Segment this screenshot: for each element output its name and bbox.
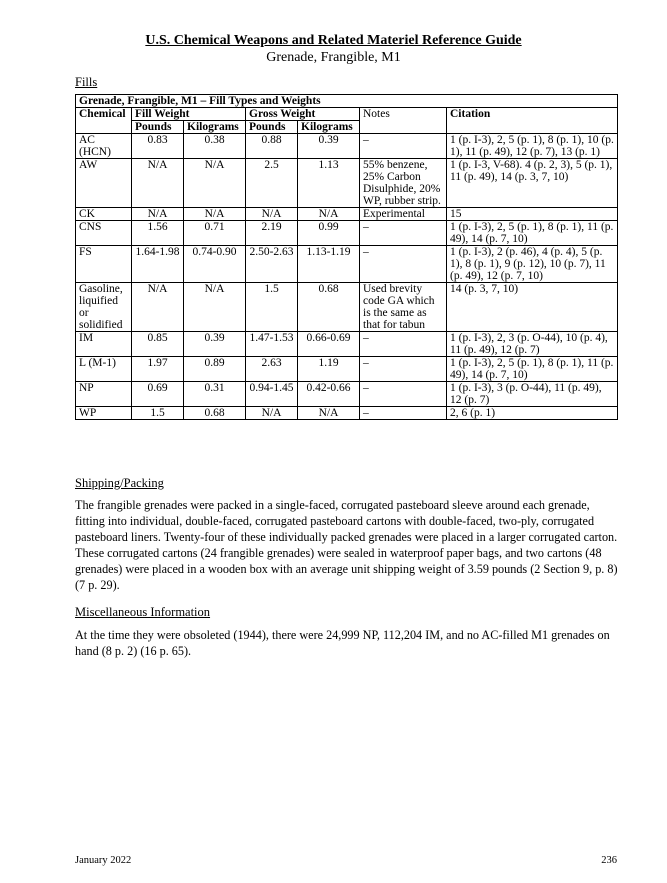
cell-fill-lb: N/A: [132, 159, 184, 208]
cell-fill-lb: N/A: [132, 283, 184, 332]
cell-gross-lb: N/A: [246, 407, 298, 420]
document-subtitle: Grenade, Frangible, M1: [266, 50, 401, 65]
cell-fill-kg: N/A: [184, 159, 246, 208]
shipping-heading: Shipping/Packing: [75, 476, 164, 490]
cell-fill-lb: 0.85: [132, 332, 184, 357]
cell-notes: –: [360, 221, 447, 246]
cell-gross-lb: 0.88: [246, 134, 298, 159]
cell-citation: 15: [447, 208, 618, 221]
cell-citation: 1 (p. I-3), 3 (p. O-44), 11 (p. 49), 12 (p. 7): [447, 382, 618, 407]
cell-fill-kg: 0.31: [184, 382, 246, 407]
cell-fill-kg: N/A: [184, 208, 246, 221]
cell-gross-lb: 2.63: [246, 357, 298, 382]
cell-notes: –: [360, 332, 447, 357]
cell-citation: 1 (p. I-3, V-68). 4 (p. 2, 3), 5 (p. 1), 11 (p. 49), 14 (p. 3, 7, 10): [447, 159, 618, 208]
table-row: [76, 357, 618, 382]
cell-gross-lb: 2.5: [246, 159, 298, 208]
cell-chemical: WP: [76, 407, 132, 420]
cell-notes: –: [360, 134, 447, 159]
cell-chemical: AC (HCN): [76, 134, 132, 159]
cell-chemical: CNS: [76, 221, 132, 246]
cell-chemical: IM: [76, 332, 132, 357]
cell-gross-lb: 0.94-1.45: [246, 382, 298, 407]
cell-fill-lb: 1.5: [132, 407, 184, 420]
cell-gross-kg: 1.13-1.19: [298, 246, 360, 283]
shipping-paragraph: The frangible grenades were packed in a single-faced, corrugated pasteboard sleeve around each grenade, fitting into individual, double-faced, corrugated pasteboard cartons with double-faced, two-ply, corrugated pasteboard liners. Twenty-four of these individually packed grenades were placed in a larger corrugated carton. These corrugated cartons (24 frangible grenades) were sealed in waterproof paper bags, and two cartons (48 grenades) were placed in a wooden box with an average unit shipping weight of 3.59 pounds (2 Section 9, p. 8) (7 p. 29).: [75, 498, 618, 592]
cell-fill-lb: 1.64-1.98: [132, 246, 184, 283]
table-row: [76, 382, 618, 407]
cell-notes: –: [360, 382, 447, 407]
cell-notes: –: [360, 246, 447, 283]
table-row: [76, 407, 618, 420]
cell-gross-lb: 2.19: [246, 221, 298, 246]
cell-notes: Experimental: [360, 208, 447, 221]
header-chemical: Chemical: [76, 108, 132, 134]
cell-fill-kg: 0.39: [184, 332, 246, 357]
cell-chemical: FS: [76, 246, 132, 283]
cell-chemical: AW: [76, 159, 132, 208]
cell-citation: 1 (p. I-3), 2 (p. 46), 4 (p. 4), 5 (p. 1), 8 (p. 1), 9 (p. 12), 10 (p. 7), 11 (p. 49), 12 (p. 7, 10): [447, 246, 618, 283]
cell-gross-kg: 0.42-0.66: [298, 382, 360, 407]
cell-citation: 1 (p. I-3), 2, 5 (p. 1), 8 (p. 1), 10 (p. 1), 11 (p. 49), 12 (p. 7), 13 (p. 1): [447, 134, 618, 159]
header-notes: Notes: [360, 108, 447, 134]
table-row: [76, 246, 618, 283]
cell-notes: –: [360, 407, 447, 420]
cell-gross-kg: 0.66-0.69: [298, 332, 360, 357]
cell-fill-lb: 1.97: [132, 357, 184, 382]
cell-chemical: CK: [76, 208, 132, 221]
cell-gross-kg: 1.19: [298, 357, 360, 382]
table-row: [76, 283, 618, 332]
fill-types-table: [75, 94, 618, 420]
cell-notes: –: [360, 357, 447, 382]
cell-chemical: NP: [76, 382, 132, 407]
cell-notes: 55% benzene, 25% Carbon Disulphide, 20% WP, rubber strip.: [360, 159, 447, 208]
header-gross-pounds: Pounds: [246, 121, 298, 134]
cell-gross-kg: 1.13: [298, 159, 360, 208]
cell-citation: 1 (p. I-3), 2, 5 (p. 1), 8 (p. 1), 11 (p. 49), 14 (p. 7, 10): [447, 357, 618, 382]
table-row: [76, 208, 618, 221]
cell-fill-kg: N/A: [184, 283, 246, 332]
cell-fill-kg: 0.71: [184, 221, 246, 246]
cell-gross-kg: N/A: [298, 208, 360, 221]
cell-citation: 1 (p. I-3), 2, 5 (p. 1), 8 (p. 1), 11 (p. 49), 14 (p. 7, 10): [447, 221, 618, 246]
cell-gross-kg: 0.39: [298, 134, 360, 159]
cell-citation: 1 (p. I-3), 2, 3 (p. O-44), 10 (p. 4), 11 (p. 49), 12 (p. 7): [447, 332, 618, 357]
cell-chemical: L (M-1): [76, 357, 132, 382]
cell-fill-lb: 0.69: [132, 382, 184, 407]
cell-gross-kg: N/A: [298, 407, 360, 420]
cell-gross-lb: 1.47-1.53: [246, 332, 298, 357]
header-gross-weight: Gross Weight: [246, 108, 360, 121]
cell-chemical: Gasoline, liquified or solidified: [76, 283, 132, 332]
header-fill-pounds: Pounds: [132, 121, 184, 134]
cell-gross-kg: 0.99: [298, 221, 360, 246]
cell-notes: Used brevity code GA which is the same as that for tabun: [360, 283, 447, 332]
table-row: [76, 221, 618, 246]
header-fill-kilograms: Kilograms: [184, 121, 246, 134]
document-title: U.S. Chemical Weapons and Related Materiel Reference Guide: [145, 33, 522, 48]
table-caption: Grenade, Frangible, M1 – Fill Types and Weights: [76, 95, 618, 108]
cell-gross-lb: N/A: [246, 208, 298, 221]
footer-date: January 2022: [75, 855, 132, 866]
header-fill-weight: Fill Weight: [132, 108, 246, 121]
cell-gross-lb: 1.5: [246, 283, 298, 332]
page-number: 236: [601, 855, 617, 866]
cell-fill-kg: 0.74-0.90: [184, 246, 246, 283]
cell-fill-kg: 0.89: [184, 357, 246, 382]
misc-paragraph: At the time they were obsoleted (1944), there were 24,999 NP, 112,204 IM, and no AC-filled M1 grenades on hand (8 p. 2) (16 p. 65).: [75, 628, 610, 658]
cell-gross-kg: 0.68: [298, 283, 360, 332]
cell-fill-lb: N/A: [132, 208, 184, 221]
table-row: [76, 134, 618, 159]
cell-citation: 14 (p. 3, 7, 10): [447, 283, 618, 332]
misc-heading: Miscellaneous Information: [75, 605, 211, 619]
cell-fill-lb: 1.56: [132, 221, 184, 246]
cell-citation: 2, 6 (p. 1): [447, 407, 618, 420]
fills-heading: Fills: [75, 75, 98, 89]
header-citation: Citation: [447, 108, 618, 134]
cell-gross-lb: 2.50-2.63: [246, 246, 298, 283]
cell-fill-kg: 0.68: [184, 407, 246, 420]
table-row: [76, 332, 618, 357]
header-gross-kilograms: Kilograms: [298, 121, 360, 134]
cell-fill-lb: 0.83: [132, 134, 184, 159]
table-row: [76, 159, 618, 208]
cell-fill-kg: 0.38: [184, 134, 246, 159]
